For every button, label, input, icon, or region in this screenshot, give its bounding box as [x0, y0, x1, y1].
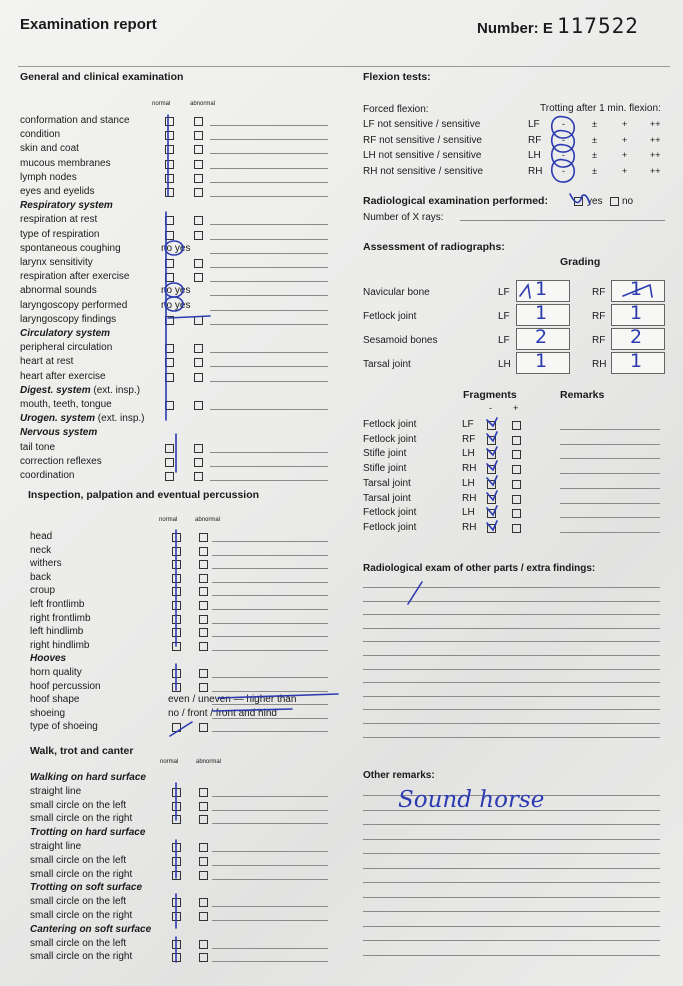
checklist-item-label: coordination — [20, 470, 75, 481]
checklist-item-label: hoof percussion — [30, 680, 101, 692]
grade-left-value: 1 — [535, 350, 548, 372]
checklist-item-label: Trotting on soft surface — [30, 882, 143, 894]
number-value: 117522 — [557, 14, 639, 38]
checklist-item-label: small circle on the left — [30, 799, 127, 811]
checklist-item-label: Urogen. system (ext. insp.) — [20, 413, 145, 425]
walk-title: Walk, trot and canter — [30, 745, 134, 757]
checklist-item-label: small circle on the right — [30, 951, 133, 963]
walk-col-abnormal: abnormal — [196, 759, 222, 765]
checklist-item-label: small circle on the left — [30, 896, 127, 908]
fragment-leg: RH — [462, 492, 477, 504]
checklist-item-label: Nervous system — [20, 427, 98, 439]
checklist-item-suffix: (ext. insp.) — [90, 384, 141, 396]
checklist-item-label: abnormal sounds — [20, 285, 97, 297]
grade-left-value: 1 — [535, 302, 548, 324]
fragments-title: Fragments — [463, 389, 517, 401]
flexion-circle — [552, 117, 575, 182]
fragment-row-label: Fetlock joint — [363, 507, 417, 519]
flexion-leg: LF — [528, 119, 540, 130]
grade-left-leg: LF — [498, 335, 510, 346]
grade-ink — [520, 285, 652, 298]
walk-col-normal: normal — [160, 759, 179, 765]
fragment-row-label: Tarsal joint — [363, 477, 411, 489]
checklist-item-label: Circulatory system — [20, 328, 111, 339]
checklist-item-label: eyes and eyelids — [20, 186, 95, 197]
fragment-leg: RH — [462, 463, 477, 475]
checklist-item-options[interactable]: no yes — [161, 299, 191, 311]
fragment-row-label: Fetlock joint — [363, 521, 417, 533]
no-circle — [165, 297, 183, 311]
checklist-item-label: heart after exercise — [20, 370, 106, 382]
checklist-item-label: shoeing — [30, 707, 66, 719]
flexion-grade-option[interactable]: ++ — [650, 150, 661, 160]
report-title: Examination report — [20, 16, 157, 33]
fragments-minus: - — [489, 403, 492, 413]
grade-left-leg: LH — [498, 359, 511, 370]
checklist-item-label: spontaneous coughing — [20, 242, 121, 254]
fragment-row-label: Stifle joint — [363, 463, 407, 475]
checklist-item-label: small circle on the right — [30, 910, 133, 921]
checklist-item-label: left frontlimb — [30, 599, 85, 610]
fragment-leg: LF — [462, 419, 474, 430]
checklist-item-label: hoof shape — [30, 694, 80, 706]
checklist-item-options[interactable]: no yes — [161, 285, 191, 297]
checklist-item-label: laryngoscopy performed — [20, 299, 128, 311]
flexion-grade-option[interactable]: ++ — [650, 134, 661, 145]
flexion-leg: LH — [528, 150, 541, 161]
fragment-leg: LH — [462, 448, 475, 460]
handwritten-remark: Sound horse — [398, 787, 545, 813]
checklist-item-label: Respiratory system — [20, 200, 113, 212]
fragment-leg: LH — [462, 477, 475, 489]
checklist-item-suffix: (ext. insp.) — [95, 413, 145, 425]
checklist-item-label: conformation and stance — [20, 115, 130, 126]
checklist-item-label: horn quality — [30, 667, 82, 678]
checklist-item-label: small circle on the left — [30, 937, 127, 949]
grade-left-value: 2 — [535, 326, 548, 348]
flexion-row-label: LF not sensitive / sensitive — [363, 119, 481, 130]
grade-left-leg: LF — [498, 311, 510, 322]
fragment-row-label: Fetlock joint — [363, 419, 417, 430]
checklist-item-label: straight line — [30, 841, 82, 852]
checklist-item-label: tail tone — [20, 441, 56, 453]
flexion-grade-option[interactable]: ± — [592, 134, 597, 145]
slash-mark — [408, 582, 422, 604]
remarks-title: Remarks — [560, 389, 605, 401]
checklist-item-label: type of shoeing — [30, 721, 98, 733]
checklist-item-label: peripheral circulation — [20, 342, 113, 354]
flexion-row-label: RH not sensitive / sensitive — [363, 165, 484, 177]
checklist-item-label: Walking on hard surface — [30, 772, 146, 783]
fragment-row-label: Stifle joint — [363, 448, 407, 460]
grade-right-value: 1 — [630, 278, 643, 300]
flexion-grade-option[interactable]: - — [562, 119, 565, 129]
checklist-item-label: skin and coat — [20, 143, 79, 155]
flexion-row-label: RF not sensitive / sensitive — [363, 134, 482, 146]
number-label: Number: E — [477, 20, 553, 37]
grade-left-leg: LF — [498, 287, 510, 298]
checklist-item-label: withers — [30, 558, 62, 570]
strike-line — [213, 694, 338, 711]
flexion-leg: RF — [528, 134, 542, 146]
flexion-grade-option[interactable]: - — [562, 150, 565, 160]
flexion-row-label: LH not sensitive / sensitive — [363, 150, 482, 161]
flexion-grade-option[interactable]: + — [622, 150, 628, 160]
checklist-item-label: back — [30, 571, 52, 583]
checklist-item-label: small circle on the right — [30, 868, 133, 880]
checklist-item-label: correction reflexes — [20, 455, 102, 467]
checklist-item-label: Cantering on soft surface — [30, 923, 152, 935]
grade-right-leg: RF — [592, 287, 606, 298]
grade-left-value: 1 — [535, 278, 548, 300]
assessment-title: Assessment of radiographs: — [363, 241, 505, 253]
trotting-label: Trotting after 1 min. flexion: — [540, 103, 661, 114]
grade-right-leg: RH — [592, 359, 607, 370]
no-circle — [165, 241, 183, 255]
checklist-item-label: laryngoscopy findings — [20, 313, 117, 325]
general-col-normal: normal — [152, 101, 171, 107]
checklist-item-label: small circle on the right — [30, 813, 133, 825]
fragment-row-label: Tarsal joint — [363, 492, 411, 504]
flexion-grade-option[interactable]: + — [622, 119, 628, 129]
flexion-leg: RH — [528, 165, 543, 177]
flexion-grade-option[interactable]: - — [562, 134, 565, 145]
checklist-item-options[interactable]: no yes — [161, 242, 191, 254]
checklist-item-label: head — [30, 531, 53, 542]
grade-row-label: Sesamoid bones — [363, 335, 438, 346]
checklist-item-label: Hooves — [30, 653, 67, 665]
inspection-col-normal: normal — [159, 517, 178, 523]
checklist-item-label: heart at rest — [20, 356, 74, 368]
grade-right-value: 1 — [630, 350, 643, 372]
grade-row-label: Fetlock joint — [363, 311, 417, 322]
grade-row-label: Tarsal joint — [363, 359, 411, 370]
checklist-item-label: Digest. system (ext. insp.) — [20, 384, 141, 396]
grading-label: Grading — [560, 256, 601, 268]
flexion-grade-option[interactable]: ++ — [650, 165, 661, 176]
fragments-plus: + — [513, 403, 519, 413]
checklist-item-label: right hindlimb — [30, 639, 90, 651]
checklist-item-label: croup — [30, 585, 56, 597]
grade-right-value: 1 — [630, 302, 643, 324]
inspection-title: Inspection, palpation and eventual percussion — [28, 489, 260, 501]
grade-row-label: Navicular bone — [363, 287, 430, 298]
checklist-item-label: condition — [20, 129, 61, 141]
grade-right-leg: RF — [592, 335, 606, 346]
checklist-item-label: respiration after exercise — [20, 271, 130, 283]
flexion-grade-option[interactable]: ++ — [650, 119, 661, 129]
general-col-abnormal: abnormal — [190, 101, 216, 107]
inspection-col-abnormal: abnormal — [195, 517, 221, 523]
fragment-row-label: Fetlock joint — [363, 433, 417, 445]
forced-flexion-label: Forced flexion: — [363, 104, 429, 115]
checklist-item-options[interactable]: no / front / front and hind — [168, 707, 277, 719]
checklist-item-label: straight line — [30, 785, 82, 797]
fragment-leg: RH — [462, 521, 477, 533]
flexion-grade-option[interactable]: + — [622, 134, 628, 145]
flexion-grade-option[interactable]: ± — [592, 150, 597, 160]
fragment-leg: LH — [462, 507, 475, 519]
slash-mark — [170, 722, 192, 736]
checklist-item-label: Trotting on hard surface — [30, 827, 146, 839]
checklist-item-options[interactable]: even / uneven — higher than — [168, 694, 297, 706]
flexion-grade-option[interactable]: + — [622, 165, 628, 176]
checklist-item-label: small circle on the left — [30, 854, 127, 866]
grade-right-leg: RF — [592, 311, 606, 322]
other-parts-title: Radiological exam of other parts / extra findings: — [363, 563, 596, 574]
no-circle — [165, 283, 183, 297]
checklist-item-label: larynx sensitivity — [20, 257, 93, 268]
other-remarks-title: Other remarks: — [363, 770, 435, 781]
general-title: General and clinical examination — [20, 71, 184, 83]
checklist-item-label: lymph nodes — [20, 171, 77, 183]
checklist-item-label: type of respiration — [20, 228, 100, 240]
flexion-grade-option[interactable]: - — [562, 165, 565, 176]
strike-line — [168, 316, 210, 318]
fragment-check — [487, 418, 497, 530]
checklist-item-label: mucous membranes — [20, 157, 111, 169]
flexion-grade-option[interactable]: ± — [592, 165, 597, 176]
fragment-leg: RF — [462, 433, 476, 445]
checklist-item-label: mouth, teeth, tongue — [20, 399, 112, 410]
grade-right-value: 2 — [630, 326, 643, 348]
flexion-title: Flexion tests: — [363, 71, 431, 83]
flexion-grade-option[interactable]: ± — [592, 119, 597, 129]
radiology-no-label: no — [622, 196, 634, 207]
checklist-item-label: right frontlimb — [30, 612, 91, 624]
checklist-item-label: left hindlimb — [30, 626, 84, 638]
checklist-item-label: respiration at rest — [20, 214, 98, 226]
xrays-label: Number of X rays: — [363, 212, 444, 223]
radiology-performed-label: Radiological examination performed: — [363, 195, 548, 207]
radiology-yes-mark — [570, 194, 590, 204]
checklist-item-label: neck — [30, 544, 52, 556]
radiology-yes-label: yes — [587, 196, 603, 207]
